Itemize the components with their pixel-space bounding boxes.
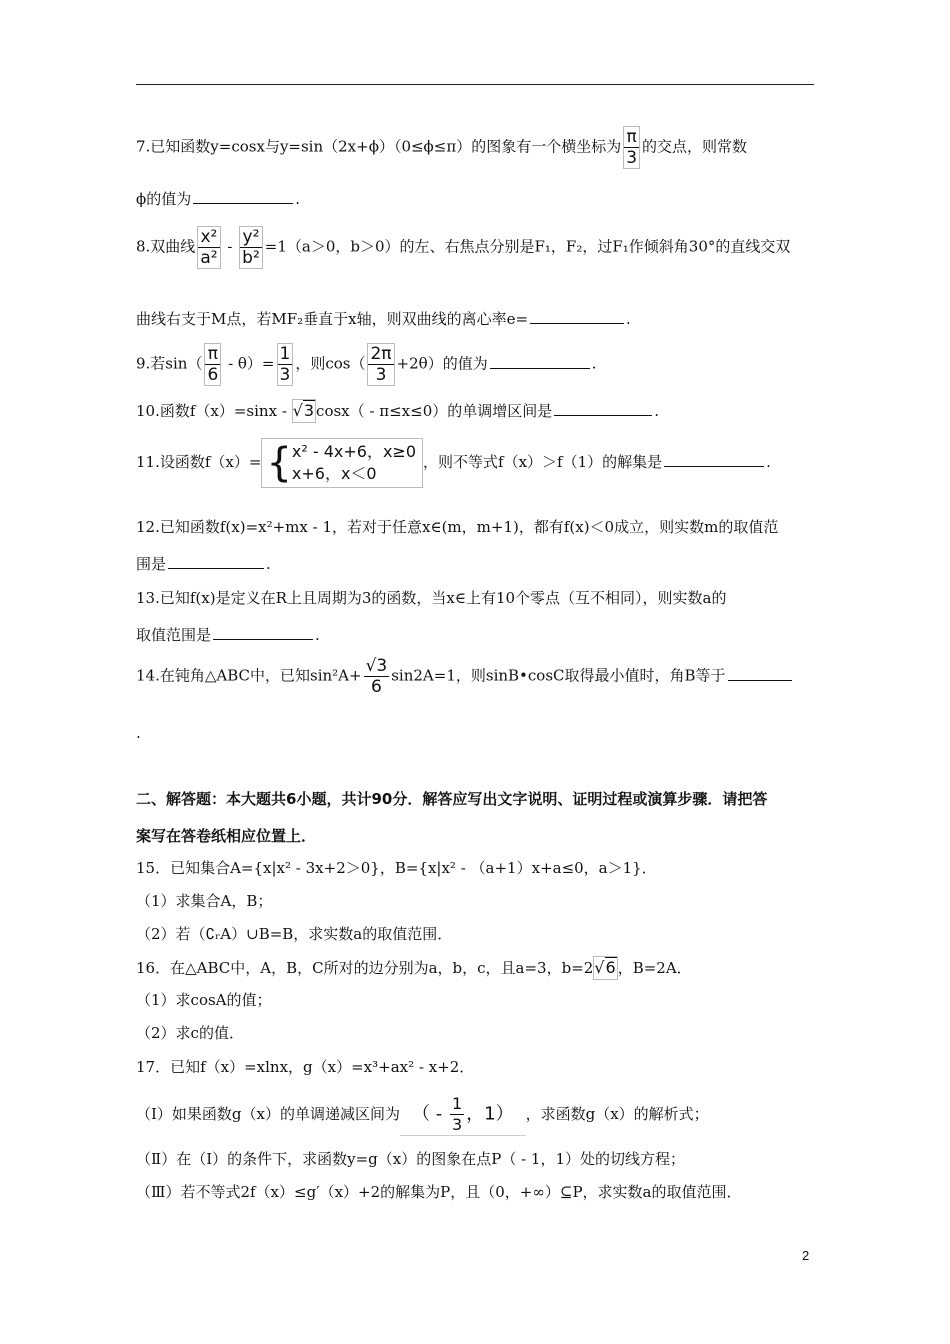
section-2-heading: 二、解答题：本大题共6小题，共计90分．解答应写出文字说明、证明过程或演算步骤．请把答: [136, 790, 768, 808]
fraction-1-over-3: [450, 1094, 464, 1135]
fraction-pi-over-6: [204, 343, 221, 386]
question-17-part-2: [136, 1148, 685, 1170]
question-14-line: [136, 656, 794, 697]
q7-text-2: ϕ的值为: [136, 190, 192, 208]
q9-text-mid2: ，则cos（: [295, 354, 366, 373]
frac-numerator: y²: [242, 227, 260, 247]
q14-text: 14.在钝角△ABC中，已知sin²A+: [136, 666, 362, 685]
answer-blank[interactable]: [213, 625, 313, 640]
minus-sign: -: [222, 237, 238, 256]
question-13-line-1: [136, 587, 727, 609]
q15-part-2-text: （2）若（∁ᵣA）∪B=B，求实数a的取值范围．: [136, 925, 453, 943]
q15-text: 15．已知集合A={x|x² - 3x+2＞0}，B={x|x² - （a+1）x+a≤0，a＞1}．: [136, 859, 657, 877]
radicand: 3: [303, 401, 315, 420]
question-8-line-1: [136, 226, 790, 269]
q9-text-mid3: +2θ）的值为: [396, 354, 488, 373]
period: .: [315, 626, 320, 644]
q16-part-2-text: （2）求c的值．: [136, 1024, 244, 1042]
question-11-line: [136, 438, 771, 488]
question-9-line: [136, 343, 596, 386]
question-15-part-1: [136, 890, 272, 912]
q10-text: 10.函数f（x）=sinx -: [136, 402, 292, 420]
q12-text: 12.已知函数f(x)=x²+mx - 1，若对于任意x∈(m，m+1)，都有f(x)＜0成立，则实数m的取值范: [136, 518, 779, 536]
q8-text: 8.双曲线: [136, 237, 196, 256]
question-8-line-2: [136, 308, 631, 330]
q16-text-post: ，B=2A．: [617, 959, 692, 977]
answer-blank[interactable]: [193, 189, 293, 204]
period: .: [654, 402, 660, 420]
fraction-y2-over-b2: [239, 226, 263, 269]
answer-blank[interactable]: [554, 401, 652, 416]
answer-blank[interactable]: [530, 309, 624, 324]
q14-text-post: sin2A=1，则sinB•cosC取得最小值时，角B等于: [391, 666, 726, 685]
q15-part-1-text: （1）求集合A，B；: [136, 892, 273, 910]
answer-blank[interactable]: [490, 354, 590, 369]
q16-text: 16．在△ABC中，A，B，C所对的边分别为a，b，c，且a=3，b=2: [136, 959, 594, 977]
question-17-stem: [136, 1056, 474, 1078]
question-13-line-2: [136, 624, 320, 646]
period: .: [266, 555, 271, 573]
q13-text: 13.已知f(x)是定义在R上且周期为3的函数，当x∈上有10个零点（互不相同），则实数a的: [136, 589, 727, 607]
q11-text-post: ，则不等式f（x）＞f（1）的解集是: [423, 453, 663, 471]
question-15-part-2: [136, 923, 452, 945]
fraction-sqrt3-over-6: [364, 656, 390, 697]
question-16-part-2: [136, 1022, 244, 1044]
period: .: [766, 453, 771, 471]
q17-part-3-text: （Ⅲ）若不等式2f（x）≤g′（x）+2的解集为P，且（0，+∞）⊆P，求实数a的取值范围．: [136, 1183, 742, 1201]
frac-denominator: 6: [364, 676, 390, 697]
frac-denominator: b²: [242, 248, 260, 268]
q7-text: 7.已知函数y=cosx与y=sin（2x+ϕ）（0≤ϕ≤π）的图象有一个横坐标为: [136, 137, 622, 156]
answer-blank[interactable]: [728, 666, 792, 681]
q8-text-2: 曲线右支于M点，若MF₂垂直于x轴，则双曲线的离心率e=: [136, 310, 529, 328]
section-2-heading-line-2: [136, 825, 316, 847]
answer-blank[interactable]: [664, 452, 764, 467]
period: .: [626, 310, 631, 328]
question-12-line-1: [136, 516, 778, 538]
interval-open: （ -: [412, 1103, 448, 1125]
fraction-pi-over-3: [623, 126, 640, 169]
frac-denominator: 3: [279, 365, 291, 385]
question-15-stem: [136, 857, 657, 879]
question-12-line-2: [136, 553, 271, 575]
question-7-line-1: [136, 126, 747, 169]
q17-part-2-text: （Ⅱ）在（Ⅰ）的条件下，求函数y=g（x）的图象在点P（ - 1，1）处的切线方程；: [136, 1150, 686, 1168]
question-16-part-1: [136, 989, 272, 1011]
q16-part-1-text: （1）求cosA的值；: [136, 991, 272, 1009]
period: .: [295, 190, 301, 208]
q12-text-2: 围是: [136, 555, 167, 573]
header-rule: [136, 84, 814, 85]
interval-close: ，1）: [466, 1103, 514, 1125]
frac-denominator: a²: [200, 248, 218, 268]
answer-blank[interactable]: [168, 554, 264, 569]
page-number: 2: [802, 1248, 810, 1263]
question-10-line: [136, 399, 659, 423]
sqrt-3: √3: [292, 399, 316, 423]
q17-text: 17．已知f（x）=xlnx，g（x）=x³+ax² - x+2．: [136, 1058, 475, 1076]
radicand: 6: [605, 958, 616, 977]
piecewise-row-1: x² - 4x+6，x≥0: [291, 442, 417, 461]
frac-denominator: 3: [368, 364, 393, 385]
q8-text-post: =1（a＞0，b＞0）的左、右焦点分别是F₁，F₂，过F₁作倾斜角30°的直线交双: [264, 237, 791, 256]
q17-part-1-post: ，求函数g（x）的解析式；: [525, 1105, 709, 1123]
fraction-x2-over-a2: [197, 226, 220, 269]
frac-denominator: 3: [451, 1115, 463, 1134]
q9-text: 9.若sin（: [136, 354, 203, 373]
fraction-1-over-3: [277, 343, 294, 386]
section-2-heading-2: 案写在答卷纸相应位置上．: [136, 827, 317, 845]
frac-denominator: 3: [626, 148, 638, 168]
question-14-end: [136, 722, 141, 744]
section-2-heading-line-1: [136, 788, 767, 810]
frac-numerator: x²: [200, 227, 218, 247]
question-17-part-3: [136, 1181, 741, 1203]
q13-text-2: 取值范围是: [136, 626, 212, 644]
q9-text-mid1: - θ）=: [223, 354, 275, 373]
interval-expression: [400, 1094, 526, 1136]
q17-part-1-text: （Ⅰ）如果函数g（x）的单调递减区间为: [136, 1105, 400, 1123]
frac-numerator: √3: [365, 656, 388, 676]
fraction-2pi-over-3: [367, 343, 394, 386]
frac-numerator: 1: [451, 1094, 463, 1113]
frac-numerator: π: [626, 127, 637, 147]
q10-text-post: cosx（ - π≤x≤0）的单调增区间是: [316, 402, 553, 420]
question-16-stem: [136, 956, 692, 980]
period: .: [591, 354, 597, 373]
brace-icon: {: [266, 440, 292, 486]
question-7-line-2: [136, 188, 300, 210]
piecewise-function: [261, 438, 423, 488]
piecewise-row-2: x+6，x＜0: [291, 464, 377, 483]
frac-numerator: 2π: [370, 344, 392, 364]
frac-numerator: π: [207, 344, 218, 364]
q7-text-post: 的交点，则常数: [642, 137, 748, 156]
question-17-part-1: [136, 1094, 709, 1136]
frac-numerator: 1: [279, 344, 291, 364]
sqrt-6: √6: [593, 956, 617, 980]
frac-denominator: 6: [207, 365, 219, 385]
period: .: [136, 724, 141, 742]
q11-text: 11.设函数f（x）=: [136, 453, 262, 471]
